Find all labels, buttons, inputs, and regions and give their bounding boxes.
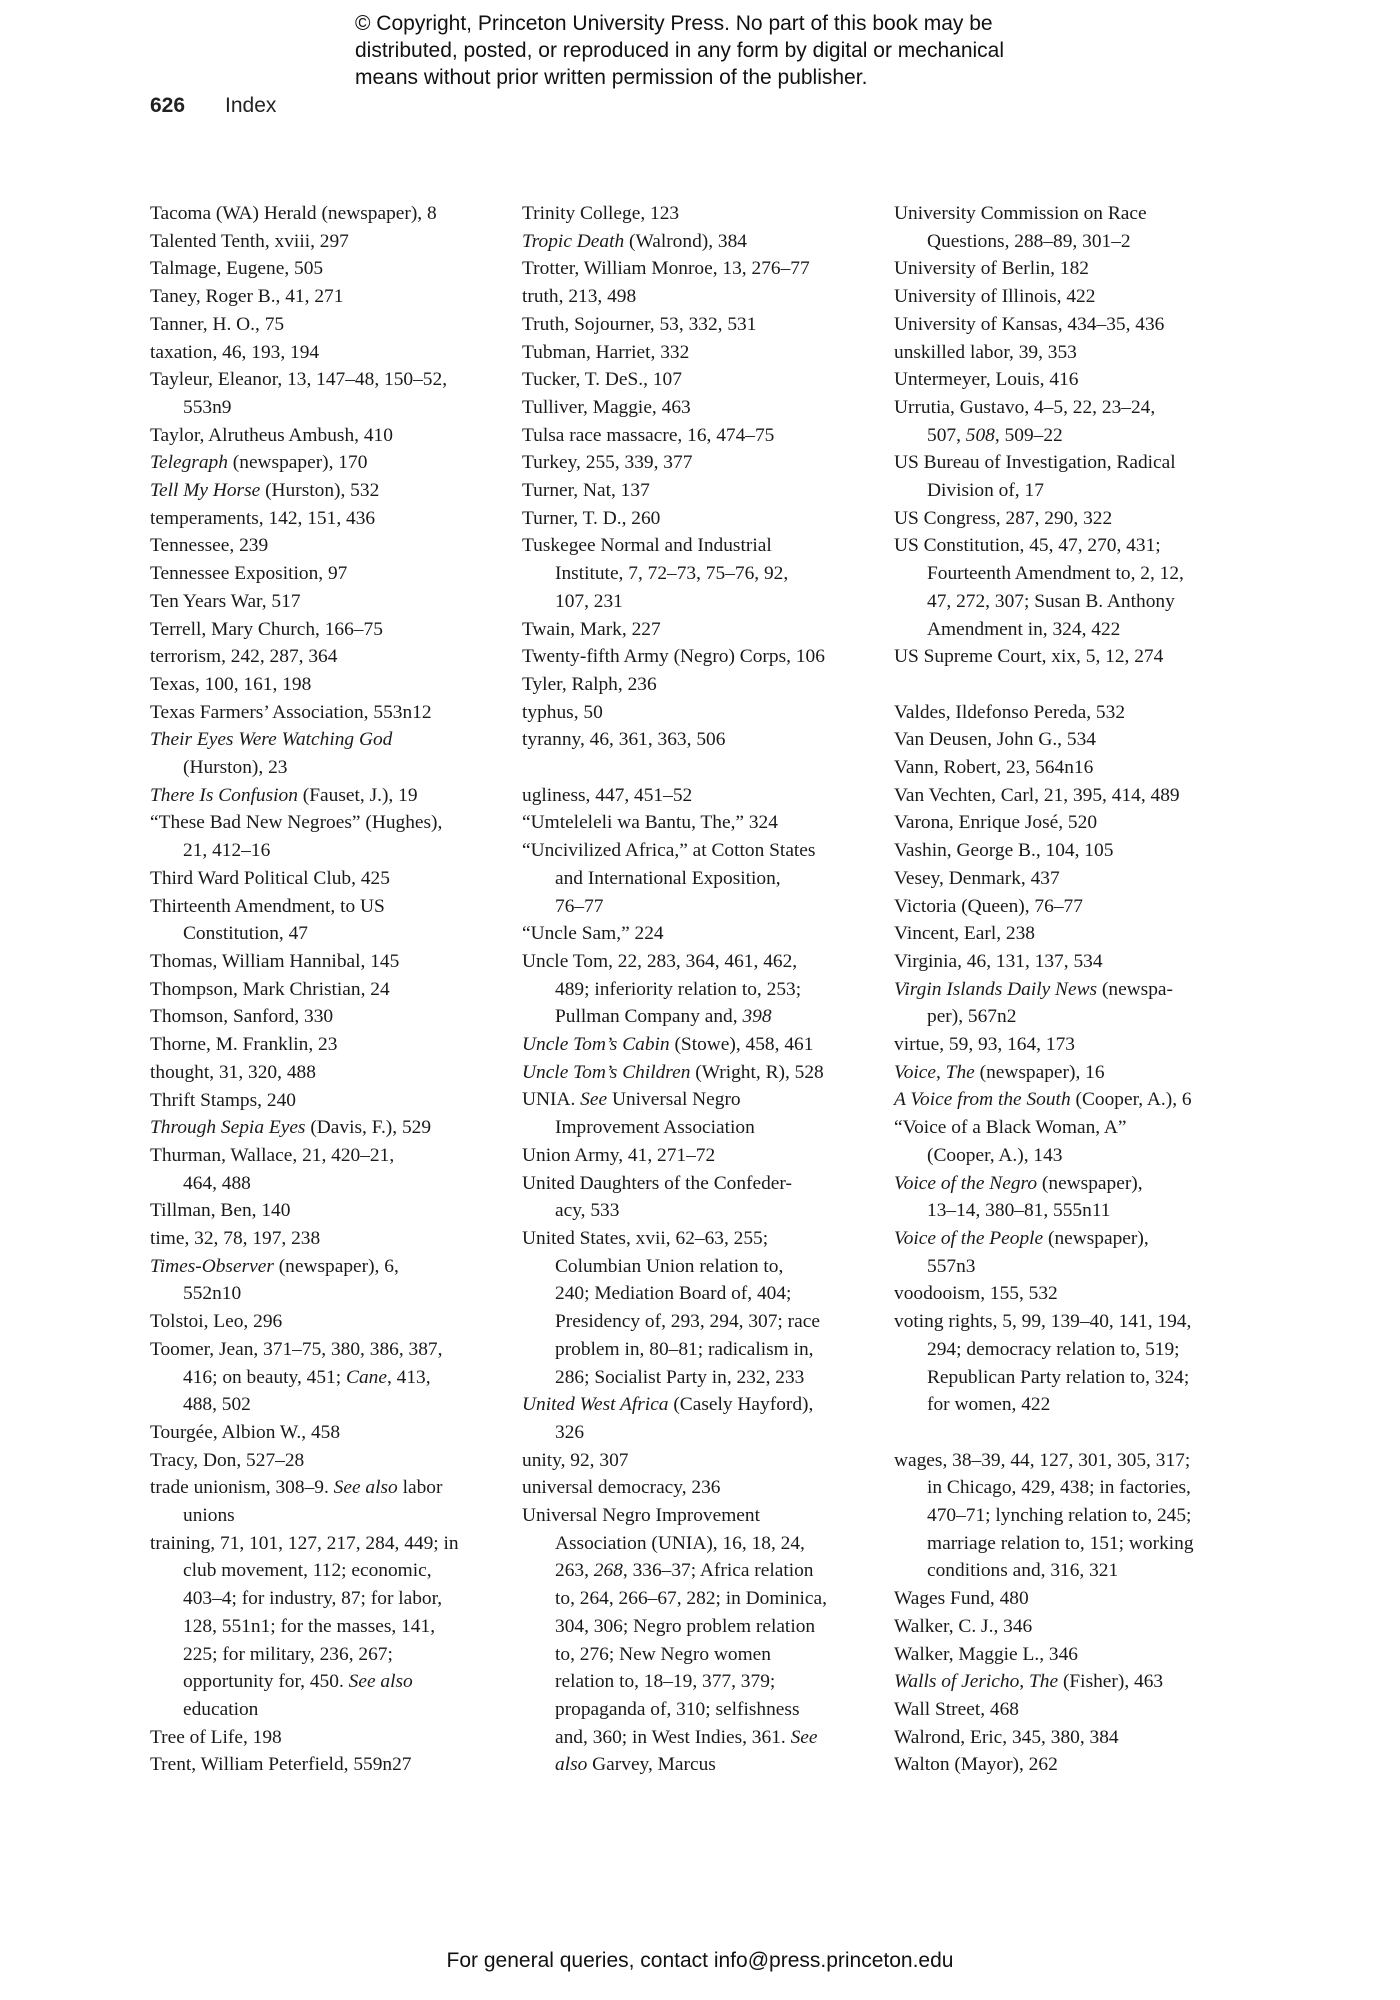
- index-entry: trade unionism, 308–9. See also labor unions: [150, 1477, 443, 1527]
- index-entry: “Voice of a Black Woman, A” (Cooper, A.), 143: [894, 1117, 1127, 1166]
- index-entry: Tuskegee Normal and Industrial Institute, 7, 72–73, 75–76, 92, 107, 231: [522, 535, 789, 612]
- index-entry: Thorne, M. Franklin, 23: [150, 1034, 338, 1056]
- index-entry: Universal Negro Improvement Association (UNIA), 16, 18, 24, 263, 268, 336–37; Africa relation to, 264, 266–67, 282; in Dominica, 304, 306; Negro problem relation to, 276; New Negro women relation to, 18–19, 377, 379; propaganda of, 310; selfishness and, 360; in West Indies, 361. See also Garvey, Marcus: [522, 1505, 827, 1776]
- index-entry: Virgin Islands Daily News (newspa- per), 567n2: [894, 978, 1173, 1028]
- index-entry: US Supreme Court, xix, 5, 12, 274: [894, 646, 1164, 668]
- index-entry: United Daughters of the Confeder- acy, 533: [522, 1172, 792, 1222]
- index-entry: University of Illinois, 422: [894, 286, 1096, 308]
- index-entry: taxation, 46, 193, 194: [150, 341, 320, 363]
- index-entry: Toomer, Jean, 371–75, 380, 386, 387, 416; on beauty, 451; Cane, 413, 488, 502: [150, 1338, 443, 1416]
- index-entry: There Is Confusion (Fauset, J.), 19: [150, 784, 418, 806]
- index-entry: Van Vechten, Carl, 21, 395, 414, 489: [894, 784, 1180, 806]
- index-entry: unskilled labor, 39, 353: [894, 341, 1077, 363]
- index-entry: Varona, Enrique José, 520: [894, 812, 1098, 834]
- index-entry: voodooism, 155, 532: [894, 1283, 1058, 1305]
- index-entry: Turner, Nat, 137: [522, 480, 650, 502]
- index-entry: ugliness, 447, 451–52: [522, 784, 693, 806]
- index-entry: Taylor, Alrutheus Ambush, 410: [150, 424, 393, 446]
- index-entry: United States, xvii, 62–63, 255; Columbian Union relation to, 240; Mediation Board of, 404; Presidency of, 293, 294, 307; race problem in, 80–81; radicalism in, 286; Socialist Party in, 232, 233: [522, 1228, 820, 1388]
- index-entry: Twain, Mark, 227: [522, 618, 661, 640]
- index-entry: University Commission on Race Questions, 288–89, 301–2: [894, 203, 1147, 252]
- index-entry: Telegraph (newspaper), 170: [150, 452, 368, 474]
- index-entry: wages, 38–39, 44, 127, 301, 305, 317; in Chicago, 429, 438; in factories, 470–71; lynching relation to, 245; marriage relation to, 151; working conditions and, 316, 321: [894, 1449, 1194, 1582]
- index-entry: Vesey, Denmark, 437: [894, 867, 1060, 889]
- index-entry: Walton (Mayor), 262: [894, 1754, 1058, 1776]
- index-entry: Walls of Jericho, The (Fisher), 463: [894, 1671, 1164, 1693]
- index-entry: temperaments, 142, 151, 436: [150, 507, 376, 529]
- index-entry: voting rights, 5, 99, 139–40, 141, 194, 294; democracy relation to, 519; Republican Party relation to, 324; for women, 422: [894, 1311, 1192, 1416]
- letter-group-gap: [894, 671, 1274, 699]
- index-entry: Trotter, William Monroe, 13, 276–77: [522, 258, 810, 280]
- index-entry: Urrutia, Gustavo, 4–5, 22, 23–24, 507, 508, 509–22: [894, 396, 1156, 446]
- index-entry: Terrell, Mary Church, 166–75: [150, 618, 383, 640]
- index-entry: terrorism, 242, 287, 364: [150, 646, 338, 668]
- index-entry: Tourgée, Albion W., 458: [150, 1421, 341, 1443]
- index-entry: Victoria (Queen), 76–77: [894, 895, 1083, 917]
- index-entry: Tacoma (WA) Herald (newspaper), 8: [150, 203, 437, 224]
- page-number: 626: [150, 94, 186, 117]
- index-entry: “These Bad New Negroes” (Hughes), 21, 412–16: [150, 812, 443, 862]
- index-entry: Wall Street, 468: [894, 1698, 1019, 1720]
- index-entry: Tayleur, Eleanor, 13, 147–48, 150–52, 553n9: [150, 369, 448, 418]
- index-entry: Vincent, Earl, 238: [894, 923, 1035, 945]
- index-entry: Tulsa race massacre, 16, 474–75: [522, 424, 775, 446]
- index-entry: time, 32, 78, 197, 238: [150, 1228, 321, 1250]
- index-entry: Turkey, 255, 339, 377: [522, 452, 693, 474]
- index-entry: Tennessee Exposition, 97: [150, 563, 348, 585]
- index-entry: Talmage, Eugene, 505: [150, 258, 324, 280]
- index-entry: training, 71, 101, 127, 217, 284, 449; in club movement, 112; economic, 403–4; for industry, 87; for labor, 128, 551n1; for the masses, 141, 225; for military, 236, 267; opportunity for, 450. See also education: [150, 1532, 459, 1720]
- running-title: Index: [225, 94, 277, 117]
- index-entry: Truth, Sojourner, 53, 332, 531: [522, 313, 757, 335]
- index-entry: Walker, Maggie L., 346: [894, 1643, 1078, 1665]
- index-entry: virtue, 59, 93, 164, 173: [894, 1034, 1075, 1056]
- index-entry: Wages Fund, 480: [894, 1588, 1029, 1610]
- index-entry: Vashin, George B., 104, 105: [894, 840, 1114, 862]
- index-entry: Tropic Death (Walrond), 384: [522, 230, 748, 252]
- index-entry: Tanner, H. O., 75: [150, 313, 285, 335]
- copyright-line: means without prior written permission of the publisher.: [355, 66, 868, 89]
- index-entry: Uncle Tom’s Children (Wright, R), 528: [522, 1061, 824, 1083]
- index-entry: tyranny, 46, 361, 363, 506: [522, 729, 726, 751]
- index-entry: US Constitution, 45, 47, 270, 431; Fourteenth Amendment to, 2, 12, 47, 272, 307; Susan B. Anthony Amendment in, 324, 422: [894, 535, 1184, 640]
- index-entry: Valdes, Ildefonso Pereda, 532: [894, 701, 1126, 723]
- running-head: [150, 94, 276, 118]
- index-entry: Tennessee, 239: [150, 535, 269, 557]
- index-entry: Van Deusen, John G., 534: [894, 729, 1096, 751]
- index-entry: Twenty-fifth Army (Negro) Corps, 106: [522, 646, 825, 668]
- index-entry: Taney, Roger B., 41, 271: [150, 286, 344, 308]
- index-entry: Talented Tenth, xviii, 297: [150, 230, 349, 252]
- copyright-line: distributed, posted, or reproduced in any form by digital or mechanical: [355, 39, 1005, 62]
- index-entry: Vann, Robert, 23, 564n16: [894, 757, 1094, 779]
- index-entry: UNIA. See Universal Negro Improvement Association: [522, 1089, 755, 1139]
- index-entry: Voice of the Negro (newspaper), 13–14, 380–81, 555n11: [894, 1172, 1143, 1222]
- index-entry: “Umteleleli wa Bantu, The,” 324: [522, 812, 778, 834]
- footer-contact: For general queries, contact info@press.princeton.edu: [446, 1949, 954, 1972]
- index-entry: Turner, T. D., 260: [522, 507, 661, 529]
- index-entry: Thompson, Mark Christian, 24: [150, 978, 390, 1000]
- index-entry: Tree of Life, 198: [150, 1726, 282, 1748]
- index-column-2: [522, 200, 882, 1779]
- index-entry: US Bureau of Investigation, Radical Division of, 17: [894, 452, 1176, 502]
- index-entry: Times-Observer (newspaper), 6, 552n10: [150, 1255, 399, 1305]
- index-entry: Voice of the People (newspaper), 557n3: [894, 1228, 1149, 1277]
- index-entry: Third Ward Political Club, 425: [150, 867, 390, 889]
- index-entry: Walker, C. J., 346: [894, 1615, 1033, 1637]
- index-entry: Thomson, Sanford, 330: [150, 1006, 334, 1028]
- index-entry: A Voice from the South (Cooper, A.), 6: [894, 1089, 1192, 1111]
- index-entry: “Uncle Sam,” 224: [522, 923, 664, 945]
- index-entry: Tolstoi, Leo, 296: [150, 1311, 283, 1333]
- index-entry: Texas Farmers’ Association, 553n12: [150, 701, 432, 723]
- index-entry: typhus, 50: [522, 701, 603, 723]
- index-entry: Thrift Stamps, 240: [150, 1089, 296, 1111]
- index-entry: Through Sepia Eyes (Davis, F.), 529: [150, 1117, 432, 1139]
- index-entry: Ten Years War, 517: [150, 590, 301, 612]
- copyright-line: © Copyright, Princeton University Press. No part of this book may be: [355, 12, 993, 35]
- index-entry: Union Army, 41, 271–72: [522, 1144, 716, 1166]
- index-entry: Texas, 100, 161, 198: [150, 673, 312, 695]
- index-entry: Trent, William Peterfield, 559n27: [150, 1754, 412, 1776]
- index-entry: Tulliver, Maggie, 463: [522, 396, 691, 418]
- index-entry: US Congress, 287, 290, 322: [894, 507, 1113, 529]
- index-entry: “Uncivilized Africa,” at Cotton States and International Exposition, 76–77: [522, 840, 816, 917]
- index-entry: thought, 31, 320, 488: [150, 1061, 316, 1083]
- letter-group-gap: [894, 1419, 1274, 1447]
- index-entry: Trinity College, 123: [522, 203, 680, 224]
- copyright-notice: [355, 10, 1115, 91]
- index-entry: Virginia, 46, 131, 137, 534: [894, 950, 1103, 972]
- index-entry: Walrond, Eric, 345, 380, 384: [894, 1726, 1119, 1748]
- index-entry: Tyler, Ralph, 236: [522, 673, 657, 695]
- index-entry: Thurman, Wallace, 21, 420–21, 464, 488: [150, 1144, 395, 1194]
- index-entry: Thirteenth Amendment, to US Constitution, 47: [150, 895, 385, 945]
- index-entry: Thomas, William Hannibal, 145: [150, 950, 400, 972]
- index-entry: University of Kansas, 434–35, 436: [894, 313, 1165, 335]
- index-entry: truth, 213, 498: [522, 286, 637, 308]
- index-entry: Tell My Horse (Hurston), 532: [150, 480, 380, 502]
- index-entry: Tracy, Don, 527–28: [150, 1449, 305, 1471]
- index-entry: Uncle Tom, 22, 283, 364, 461, 462, 489; inferiority relation to, 253; Pullman Company and, 398: [522, 950, 802, 1028]
- index-column-3: [894, 200, 1274, 1779]
- index-entry: Tubman, Harriet, 332: [522, 341, 690, 363]
- index-entry: universal democracy, 236: [522, 1477, 721, 1499]
- index-entry: Tucker, T. DeS., 107: [522, 369, 682, 391]
- index-entry: University of Berlin, 182: [894, 258, 1089, 280]
- index-entry: Uncle Tom’s Cabin (Stowe), 458, 461: [522, 1034, 814, 1056]
- index-entry: unity, 92, 307: [522, 1449, 629, 1471]
- index-entry: Their Eyes Were Watching God (Hurston), 23: [150, 729, 393, 779]
- index-column-1: [150, 200, 510, 1779]
- letter-group-gap: [522, 754, 882, 782]
- index-entry: Untermeyer, Louis, 416: [894, 369, 1079, 391]
- index-entry: Voice, The (newspaper), 16: [894, 1061, 1105, 1083]
- index-entry: Tillman, Ben, 140: [150, 1200, 291, 1222]
- index-entry: United West Africa (Casely Hayford), 326: [522, 1394, 814, 1443]
